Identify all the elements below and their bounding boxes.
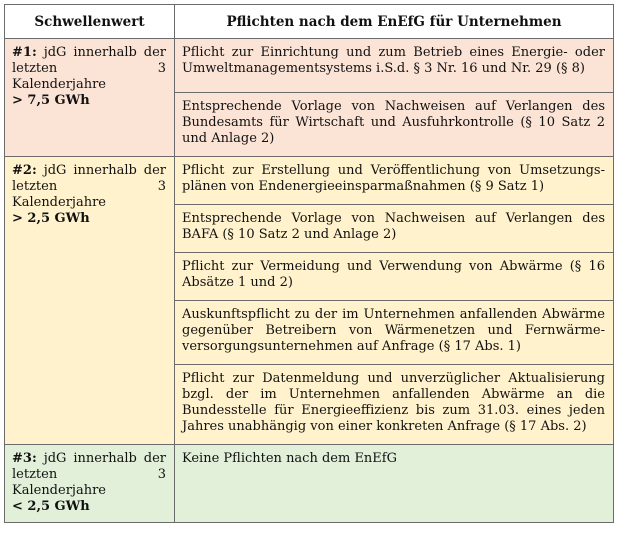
threshold-value: > 2,5 GWh <box>12 211 90 226</box>
header-row <box>5 5 614 39</box>
duty-cell: Pflicht zur Datenmeldung und unverzüglicher Aktualisierung bzgl. der im Unternehmen anfallenden Abwärme an die Bundesstelle für Energieeffizienz bis zum 31.03. eines jeden Jahres unabhängig von einer konkreten Anfrage (§ 17 Abs. 2) <box>175 365 614 445</box>
threshold-value: > 7,5 GWh <box>12 93 90 108</box>
threshold-id: #2: <box>12 163 37 178</box>
threshold-cell-1 <box>5 39 175 157</box>
threshold-id: #3: <box>12 451 37 466</box>
duty-cell: Auskunftspflicht zu der im Unternehmen anfallenden Abwärme gegenüber Betreibern von Wärmenetzen und Fernwärmeversorgungsunternehmen auf Anfrage (§ 17 Abs. 1) <box>175 301 614 365</box>
threshold-cell-3 <box>5 445 175 523</box>
table-row <box>5 39 614 93</box>
table-row <box>5 157 614 205</box>
enefg-table-container <box>4 4 613 523</box>
duty-cell: Keine Pflichten nach dem EnEfG <box>175 445 614 523</box>
duty-cell: Pflicht zur Einrichtung und zum Betrieb eines Energie- oder Umweltmanagementsystems i.S.d. § 3 Nr. 16 und Nr. 29 (§ 8) <box>175 39 614 93</box>
threshold-text: jdG innerhalb der letzten 3 Kalenderjahre <box>12 451 166 498</box>
threshold-text: jdG innerhalb der letzten 3 Kalenderjahre <box>12 45 166 92</box>
duty-cell: Entsprechende Vorlage von Nachweisen auf Verlangen des Bundesamts für Wirtschaft und Ausfuhrkontrolle (§ 10 Satz 2 und Anlage 2) <box>175 93 614 157</box>
threshold-value: < 2,5 GWh <box>12 499 90 514</box>
header-threshold: Schwellenwert <box>5 5 175 39</box>
threshold-id: #1: <box>12 45 37 60</box>
header-obligations: Pflichten nach dem EnEfG für Unternehmen <box>175 5 614 39</box>
enefg-obligations-table <box>4 4 614 523</box>
table-row <box>5 445 614 523</box>
threshold-text: jdG innerhalb der letzten 3 Kalenderjahre <box>12 163 166 210</box>
duty-cell: Pflicht zur Erstellung und Veröffentlichung von Umsetzungsplänen von Endenergieeinsparmaßnahmen (§ 9 Satz 1) <box>175 157 614 205</box>
duty-cell: Pflicht zur Vermeidung und Verwendung von Abwärme (§ 16 Absätze 1 und 2) <box>175 253 614 301</box>
duty-cell: Entsprechende Vorlage von Nachweisen auf Verlangen des BAFA (§ 10 Satz 2 und Anlage 2) <box>175 205 614 253</box>
threshold-cell-2 <box>5 157 175 445</box>
